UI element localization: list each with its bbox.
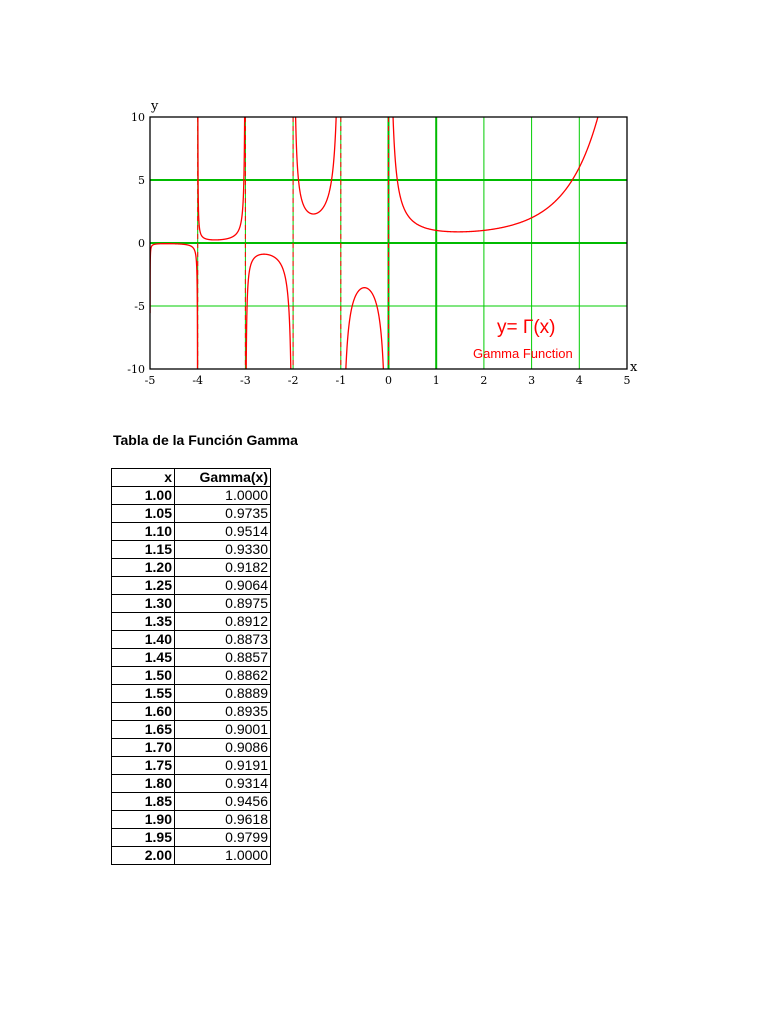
cell-x: 1.30 [112,595,175,613]
cell-gamma: 0.9001 [175,721,271,739]
table-row [112,667,271,685]
x-tick-label: 4 [575,374,583,387]
cell-gamma: 0.9314 [175,775,271,793]
y-tick-label: 5 [138,174,145,187]
cell-gamma: 1.0000 [175,487,271,505]
y-axis-label: y [151,99,159,114]
y-tick-label: -10 [127,363,145,376]
table-row [112,703,271,721]
cell-x: 1.70 [112,739,175,757]
table-row [112,559,271,577]
cell-gamma: 0.9799 [175,829,271,847]
cell-gamma: 0.8873 [175,631,271,649]
gamma-function-plot [120,95,650,405]
cell-x: 1.85 [112,793,175,811]
table-row [112,739,271,757]
cell-gamma: 0.8912 [175,613,271,631]
table-row [112,523,271,541]
table-row [112,685,271,703]
table-row [112,775,271,793]
x-tick-label: 1 [432,374,440,387]
table-row [112,487,271,505]
x-tick-label: -3 [240,374,251,387]
cell-x: 1.90 [112,811,175,829]
table-row [112,595,271,613]
table-row [112,757,271,775]
y-tick-label: 0 [138,237,145,250]
table-row [112,505,271,523]
gamma-table [111,468,271,865]
cell-gamma: 1.0000 [175,847,271,865]
cell-x: 1.40 [112,631,175,649]
table-row [112,829,271,847]
cell-x: 1.75 [112,757,175,775]
header-x: x [112,469,175,487]
cell-x: 1.25 [112,577,175,595]
cell-gamma: 0.9735 [175,505,271,523]
x-tick-label: 0 [385,374,392,387]
cell-x: 1.95 [112,829,175,847]
cell-gamma: 0.9330 [175,541,271,559]
cell-gamma: 0.9191 [175,757,271,775]
cell-x: 1.10 [112,523,175,541]
x-tick-label: 2 [480,374,488,387]
gamma-curve-segment [293,95,341,214]
x-tick-label: -5 [144,374,156,387]
cell-x: 1.65 [112,721,175,739]
table-row [112,631,271,649]
table-row [112,793,271,811]
function-subtitle: Gamma Function [473,346,573,361]
y-tick-label: 10 [131,111,145,124]
table-header-row [112,469,271,487]
cell-x: 1.05 [112,505,175,523]
gamma-curve-segment [389,95,627,232]
cell-x: 1.15 [112,541,175,559]
cell-gamma: 0.9182 [175,559,271,577]
function-annotation: y= Γ(x) [497,317,556,338]
cell-gamma: 0.8975 [175,595,271,613]
cell-gamma: 0.9618 [175,811,271,829]
cell-x: 2.00 [112,847,175,865]
cell-x: 1.00 [112,487,175,505]
cell-gamma: 0.9086 [175,739,271,757]
x-tick-label: 3 [528,374,536,387]
table-row [112,541,271,559]
cell-gamma: 0.9514 [175,523,271,541]
cell-x: 1.80 [112,775,175,793]
gamma-curve-segment [245,254,293,394]
cell-gamma: 0.8889 [175,685,271,703]
header-gamma: Gamma(x) [175,469,271,487]
table-row [112,721,271,739]
table-row [112,649,271,667]
gamma-curve-segment [341,288,389,395]
cell-x: 1.45 [112,649,175,667]
cell-gamma: 0.8862 [175,667,271,685]
table-row [112,613,271,631]
cell-x: 1.60 [112,703,175,721]
x-tick-label: -1 [335,374,347,387]
x-tick-label: -2 [287,374,299,387]
table-row [112,811,271,829]
cell-x: 1.50 [112,667,175,685]
cell-gamma: 0.9064 [175,577,271,595]
table-row [112,577,271,595]
cell-x: 1.35 [112,613,175,631]
table-row [112,847,271,865]
gamma-curve-segment [150,244,198,395]
x-axis-label: x [630,360,638,375]
table-title: Tabla de la Función Gamma [113,432,298,448]
cell-x: 1.55 [112,685,175,703]
cell-x: 1.20 [112,559,175,577]
y-tick-label: -5 [134,300,145,313]
x-tick-label: -4 [192,374,204,387]
cell-gamma: 0.9456 [175,793,271,811]
cell-gamma: 0.8857 [175,649,271,667]
x-tick-label: 5 [623,374,631,387]
cell-gamma: 0.8935 [175,703,271,721]
